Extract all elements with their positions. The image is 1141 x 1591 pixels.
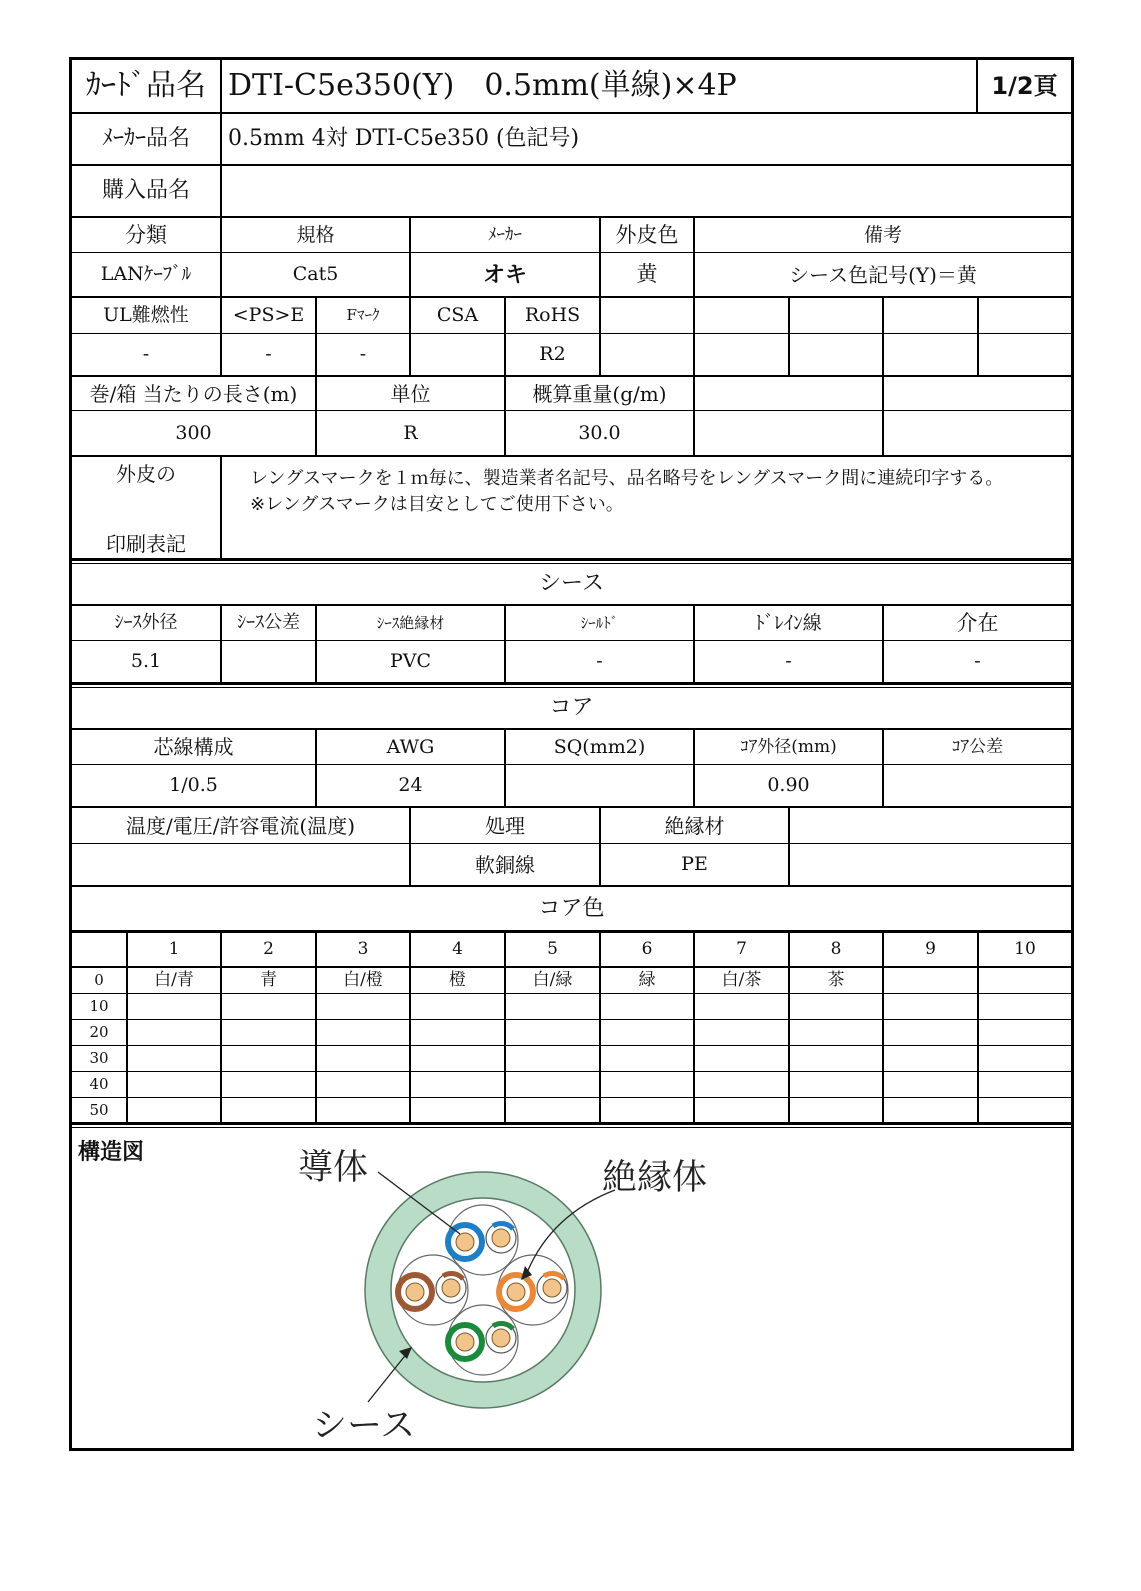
color-col-header: 9 — [925, 939, 936, 959]
color-cell — [884, 968, 977, 993]
v-line — [599, 296, 601, 377]
sheath-value-od: 5.1 — [130, 650, 162, 672]
conductor — [442, 1279, 460, 1297]
sheath-value-tol — [222, 641, 315, 682]
temp-header: 温度/電圧/許容電流(温度) — [125, 813, 356, 838]
std-header-rohs: RoHS — [524, 304, 581, 326]
sheath-header-shield: ｼｰﾙﾄﾞ — [580, 613, 619, 632]
sheath-header-tol: ｼｰｽ公差 — [237, 612, 300, 633]
conductor — [406, 1283, 424, 1301]
core-value-construction: 1/0.5 — [169, 774, 218, 796]
page-number: 1/2頁 — [991, 72, 1058, 100]
class-header: ﾒｰｶｰ — [488, 224, 522, 245]
unit-header: 単位 — [390, 381, 431, 406]
color-cell: 茶 — [827, 970, 845, 990]
conductor — [456, 1333, 474, 1351]
color-cell: 緑 — [638, 970, 656, 990]
color-col-header: 4 — [452, 939, 463, 959]
length-header: 巻/箱 当たりの長さ(m) — [89, 381, 298, 406]
color-col-header: 5 — [547, 939, 558, 959]
color-cell: 白/茶 — [721, 970, 762, 990]
v-line — [882, 296, 884, 377]
sheath-value-shield: - — [596, 650, 603, 672]
std-header-pse: <PS>E — [232, 304, 305, 326]
conductor — [543, 1279, 561, 1297]
sheath-header-filler: 介在 — [956, 610, 999, 635]
sheath-value-drain: - — [785, 650, 792, 672]
sheath-label: シース — [312, 1406, 416, 1446]
std-value-csa — [411, 334, 504, 375]
maker-name-label: ﾒｰｶｰ品名 — [101, 126, 190, 151]
core-header-od: ｺｱ外径(mm) — [740, 736, 837, 757]
std-header-csa: CSA — [436, 304, 479, 326]
class-header: 分類 — [125, 222, 167, 247]
structure-title: 構造図 — [78, 1140, 145, 1165]
class-value-standard: Cat5 — [292, 263, 339, 285]
color-row-header: 0 — [94, 971, 104, 989]
v-line — [788, 806, 790, 887]
class-header: 規格 — [296, 223, 335, 246]
conductor — [492, 1329, 510, 1347]
std-value-fmark: - — [359, 343, 367, 365]
temp-value — [72, 844, 409, 885]
color-cell: 白/橙 — [343, 970, 383, 990]
std-header-ul: UL難燃性 — [103, 304, 189, 326]
core-header-construction: 芯線構成 — [153, 735, 234, 759]
h-line — [69, 1127, 1074, 1128]
color-col-header: 7 — [736, 939, 747, 959]
sheath-value-material: PVC — [389, 650, 432, 672]
color-col-header: 10 — [1014, 939, 1036, 959]
color-cell: 白/緑 — [532, 970, 573, 990]
weight-value: 30.0 — [578, 421, 621, 444]
sheath-header-material: ｼｰｽ絶縁材 — [376, 613, 445, 632]
color-cell: 青 — [260, 970, 277, 990]
core-section-title: コア — [549, 695, 594, 720]
maker-name-value: 0.5mm 4対 DTI-C5e350 (色記号) — [228, 126, 580, 151]
color-col-header: 1 — [168, 939, 180, 959]
color-col-header: 2 — [263, 939, 274, 959]
cable-cross-section — [280, 1130, 740, 1450]
sheath-header-od: ｼｰｽ外径 — [114, 612, 178, 633]
unit-value: R — [403, 421, 418, 444]
card-name-value: DTI-C5e350(Y) 0.5mm(単線)×4P — [228, 68, 737, 103]
core-value-tol — [884, 765, 1071, 806]
conductor — [492, 1229, 510, 1247]
color-cell: 橙 — [449, 970, 466, 990]
conductor-label: 導体 — [298, 1148, 369, 1188]
v-line — [220, 455, 222, 560]
color-row-header: 50 — [89, 1100, 109, 1119]
insulation-header: 絶縁材 — [664, 813, 725, 838]
color-col-header: 3 — [357, 939, 369, 959]
std-value-ul: - — [142, 343, 150, 365]
class-header: 備考 — [863, 223, 902, 246]
v-line — [882, 375, 884, 457]
class-header: 外皮色 — [615, 222, 679, 247]
core-header-tol: ｺｱ公差 — [952, 736, 1003, 757]
printing-line1: レングスマークを１ｍ毎に、製造業者名記号、品名略号をレングスマーク間に連続印字する。 — [250, 468, 1004, 489]
color-cell — [979, 968, 1071, 993]
color-col-header: 8 — [830, 939, 842, 959]
core-value-awg: 24 — [398, 774, 423, 796]
std-value-pse: - — [265, 343, 272, 365]
sheath-header-drain: ﾄﾞﾚｲﾝ線 — [755, 611, 822, 634]
weight-header: 概算重量(g/m) — [532, 381, 667, 406]
color-col-header: 6 — [641, 939, 653, 959]
conductor — [456, 1233, 474, 1251]
std-header-fmark: Fﾏｰｸ — [346, 306, 380, 324]
class-value-color: 黄 — [636, 262, 658, 286]
std-value-rohs: R2 — [539, 343, 566, 365]
printing-label-bottom: 印刷表記 — [106, 532, 186, 556]
v-line — [693, 375, 695, 457]
v-line — [693, 296, 695, 377]
class-value-note: シース色記号(Y)＝黄 — [789, 262, 977, 287]
printing-line2: ※レングスマークは目安としてご使用下さい。 — [250, 494, 624, 515]
printing-text — [250, 466, 1060, 518]
treatment-value: 軟銅線 — [475, 852, 535, 877]
v-line — [788, 296, 790, 377]
v-line — [977, 296, 979, 377]
insulation-value: PE — [681, 853, 708, 875]
core-value-sq — [506, 765, 693, 806]
color-row-header: 20 — [89, 1023, 109, 1041]
conductor — [507, 1283, 525, 1301]
printing-label-top: 外皮の — [116, 462, 176, 486]
core-header-sq: SQ(mm2) — [553, 735, 646, 758]
class-value-maker: オキ — [482, 261, 527, 288]
core-color-section-title: コア色 — [538, 895, 605, 921]
sheath-value-filler: - — [974, 650, 981, 672]
length-value: 300 — [175, 421, 212, 444]
purchase-name-value — [222, 166, 1028, 216]
treatment-header: 処理 — [485, 813, 525, 838]
sheath-section-title: シース — [539, 571, 604, 596]
class-value-type: LANｹｰﾌﾞﾙ — [100, 263, 192, 285]
border-right — [1071, 57, 1074, 1451]
color-row-header: 30 — [89, 1049, 109, 1067]
core-value-od: 0.90 — [767, 774, 810, 796]
color-row-header: 10 — [89, 997, 109, 1015]
core-header-awg: AWG — [386, 735, 435, 758]
purchase-name-label: 購入品名 — [101, 178, 190, 203]
insulator-label: 絶縁体 — [602, 1158, 708, 1198]
color-cell: 白/青 — [154, 970, 194, 990]
color-row-header: 40 — [89, 1075, 109, 1093]
card-name-label: ｶｰﾄﾞ品名 — [86, 68, 206, 103]
